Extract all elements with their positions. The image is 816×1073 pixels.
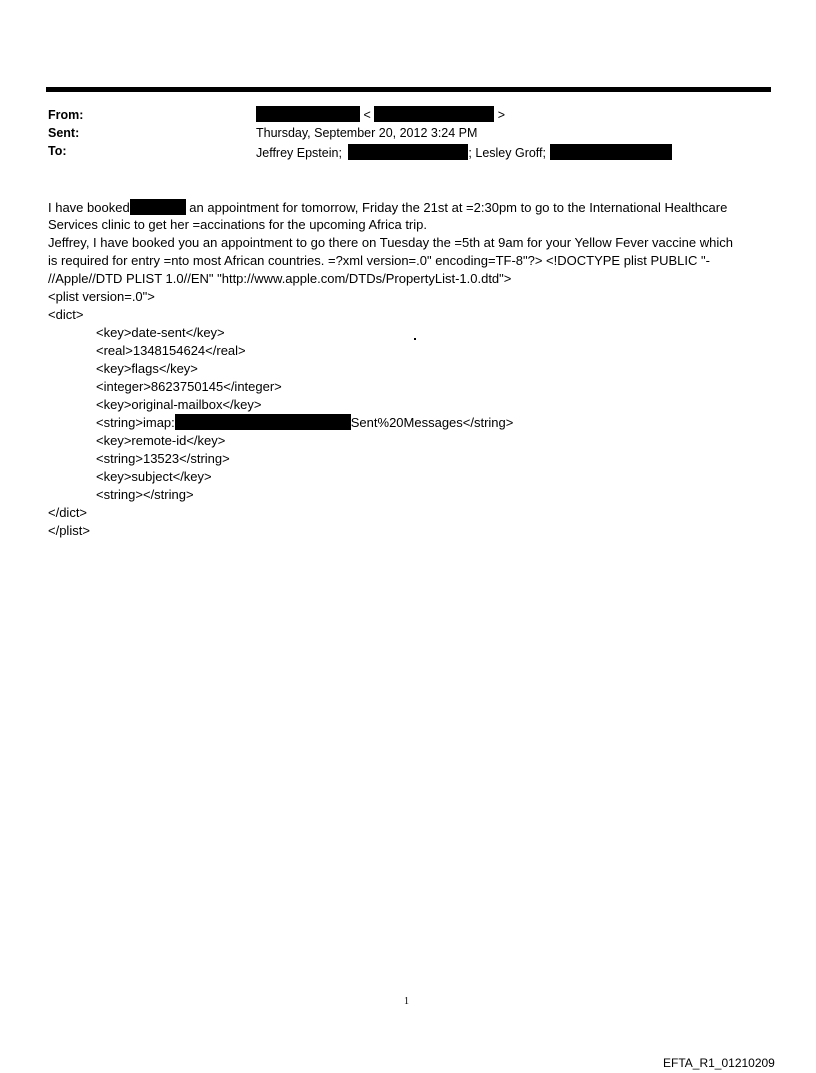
from-bracket-open: < <box>363 108 371 122</box>
body-text: Sent%20Messages</string> <box>350 415 514 430</box>
plist-line: <string>13523</string> <box>96 451 230 466</box>
to-value <box>256 144 672 160</box>
sent-label: Sent: <box>48 126 80 140</box>
body-line: Services clinic to get her =accinations for the upcoming Africa trip. <box>48 217 427 232</box>
from-label: From: <box>48 108 84 122</box>
body-line: Jeffrey, I have booked you an appointment to go there on Tuesday the =5th at 9am for your Yellow Fever vaccine which <box>48 235 733 250</box>
to-label: To: <box>48 144 67 158</box>
redaction-box <box>550 144 672 160</box>
body-line: <dict> <box>48 307 84 322</box>
plist-line <box>96 414 513 430</box>
redaction-box <box>374 106 494 122</box>
plist-line: <key>flags</key> <box>96 361 198 376</box>
from-value <box>256 106 505 122</box>
plist-line: <key>remote-id</key> <box>96 433 226 448</box>
to-recipient: Jeffrey Epstein; <box>256 146 342 160</box>
body-text: <string>imap: <box>96 415 175 430</box>
plist-line: <integer>8623750145</integer> <box>96 379 282 394</box>
plist-line: <key>date-sent</key> <box>96 325 225 340</box>
page-number: 1 <box>404 996 409 1007</box>
body-line: is required for entry =nto most African countries. =?xml version=.0" encoding=TF-8"?> <!DOCTYPE plist PUBLIC "- <box>48 253 710 268</box>
body-text: I have booked <box>48 200 130 215</box>
body-line: //Apple//DTD PLIST 1.0//EN" "http://www.apple.com/DTDs/PropertyList-1.0.dtd"> <box>48 271 512 286</box>
redaction-box <box>256 106 360 122</box>
plist-line: <key>subject</key> <box>96 469 212 484</box>
header-rule <box>46 87 771 92</box>
plist-line: <real>1348154624</real> <box>96 343 246 358</box>
body-text: an appointment for tomorrow, Friday the 21st at =2:30pm to go to the International Healthcare <box>185 200 728 215</box>
redaction-box <box>130 199 186 215</box>
stray-dot <box>414 338 416 340</box>
body-line <box>48 199 727 215</box>
to-recipient: ; Lesley Groff; <box>468 146 547 160</box>
from-bracket-close: > <box>497 108 506 122</box>
body-line: </dict> <box>48 505 88 520</box>
plist-line: <string></string> <box>96 487 194 502</box>
body-line: </plist> <box>48 523 90 538</box>
document-id: EFTA_R1_01210209 <box>663 1056 775 1070</box>
sent-value: Thursday, September 20, 2012 3:24 PM <box>256 126 478 140</box>
body-line: <plist version=.0"> <box>48 289 155 304</box>
redaction-box <box>175 414 351 430</box>
redaction-box <box>348 144 468 160</box>
plist-line: <key>original-mailbox</key> <box>96 397 262 412</box>
